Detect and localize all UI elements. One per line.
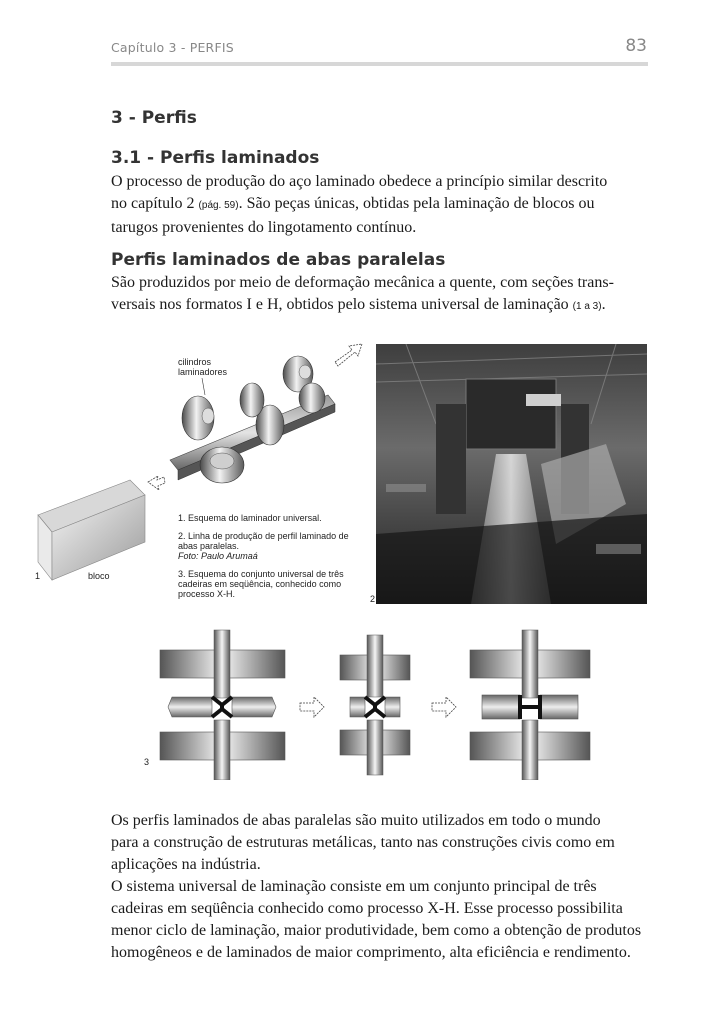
page-number: 83 bbox=[625, 36, 647, 56]
caption-3-line: processo X-H. bbox=[178, 589, 236, 599]
photo-credit: Foto: Paulo Arumaá bbox=[178, 551, 258, 561]
description-paragraph bbox=[111, 272, 647, 318]
para-line: Os perfis laminados de abas paralelas são muito utilizados em todo o mundo bbox=[111, 812, 601, 829]
label-rolls bbox=[178, 357, 227, 377]
figure-number: 2 bbox=[370, 594, 376, 604]
label-line: laminadores bbox=[178, 367, 228, 377]
hollow-arrow-icon bbox=[432, 697, 456, 717]
para-line bbox=[111, 294, 647, 318]
caption-3-line: cadeiras em seqüência, conhecido como bbox=[178, 579, 342, 589]
caption-2-line: abas paralelas. bbox=[178, 541, 240, 551]
para-text: versais nos formatos I e H, obtidos pelo sistema universal de laminação bbox=[111, 296, 573, 313]
roll-bottom-2 bbox=[299, 383, 325, 413]
label-line: cilindros bbox=[178, 357, 212, 367]
section-heading: 3 - Perfis bbox=[111, 108, 197, 128]
hollow-arrow-icon bbox=[335, 344, 362, 366]
caption-2-line: 2. Linha de produção de perfil laminado de bbox=[178, 531, 349, 541]
para-line: tarugos provenientes do lingotamento contínuo. bbox=[111, 219, 417, 236]
intro-paragraph bbox=[111, 171, 647, 239]
subsection-heading: 3.1 - Perfis laminados bbox=[111, 148, 320, 168]
figure-reference: (1 a 3) bbox=[572, 301, 602, 312]
usage-paragraph bbox=[111, 810, 647, 876]
figure-xh-process bbox=[140, 625, 610, 780]
para-line: homogêneos e de laminados de maior comprimento, alta eficiência e rendimento. bbox=[111, 944, 631, 961]
header-rule bbox=[111, 62, 648, 66]
label-block: bloco bbox=[88, 571, 110, 581]
stand-2 bbox=[340, 635, 410, 775]
page-reference: (pág. 59) bbox=[198, 200, 239, 211]
para-line: O sistema universal de laminação consiste em um conjunto principal de três bbox=[111, 878, 597, 895]
figure-production-photo bbox=[376, 344, 647, 604]
figure-number: 3 bbox=[144, 757, 150, 767]
roll-top-1 bbox=[182, 396, 214, 440]
caption-1: 1. Esquema do laminador universal. bbox=[178, 513, 322, 523]
process-paragraph bbox=[111, 876, 647, 964]
topic-heading: Perfis laminados de abas paralelas bbox=[111, 250, 446, 270]
caption-3-line: 3. Esquema do conjunto universal de três bbox=[178, 569, 344, 579]
para-line: para a construção de estruturas metálicas, tanto nas construções civis como em bbox=[111, 834, 615, 851]
figure-captions bbox=[178, 513, 368, 599]
para-line: cadeiras em seqüência conhecido como processo X-H. Esse processo possibilita bbox=[111, 900, 623, 917]
para-text: . bbox=[601, 296, 606, 313]
para-line: aplicações na indústria. bbox=[111, 856, 261, 873]
para-text: . São peças únicas, obtidas pela laminação de blocos ou bbox=[238, 195, 595, 212]
para-line bbox=[111, 193, 647, 217]
stand-1 bbox=[160, 630, 285, 780]
para-line: O processo de produção do aço laminado obedece a princípio similar descrito bbox=[111, 173, 608, 190]
hollow-arrow-icon bbox=[148, 476, 165, 490]
hollow-arrow-icon bbox=[300, 697, 324, 717]
running-header: Capítulo 3 - PERFIS bbox=[111, 40, 234, 55]
roll-bottom-1 bbox=[200, 447, 244, 483]
para-line: São produzidos por meio de deformação mecânica a quente, com seções trans- bbox=[111, 274, 614, 291]
para-text: no capítulo 2 bbox=[111, 195, 199, 212]
para-line: menor ciclo de laminação, maior produtividade, bem como a obtenção de produtos bbox=[111, 922, 642, 939]
stand-3 bbox=[470, 630, 590, 780]
figure-number: 1 bbox=[35, 571, 41, 581]
